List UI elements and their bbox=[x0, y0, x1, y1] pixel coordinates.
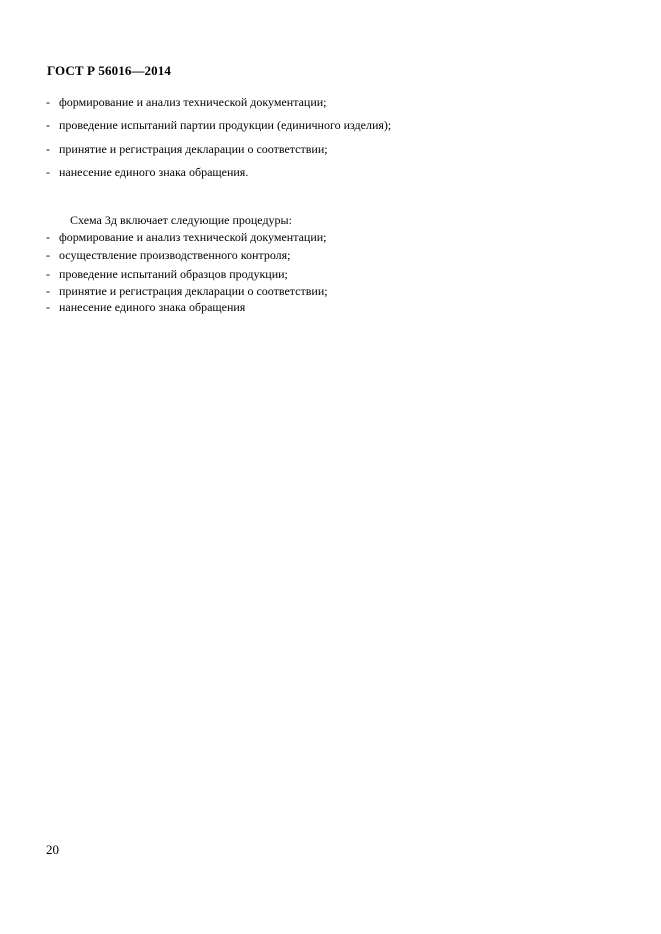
list-item-text: формирование и анализ технической документации; bbox=[59, 230, 327, 244]
list-bullet: - bbox=[46, 248, 50, 263]
list-item-text: принятие и регистрация декларации о соответствии; bbox=[59, 283, 328, 298]
list-bullet: - bbox=[46, 266, 50, 281]
list-item-text: проведение испытаний образцов продукции; bbox=[59, 266, 288, 281]
list-item bbox=[46, 165, 391, 188]
list-item-text: формирование и анализ технической документации; bbox=[59, 95, 327, 109]
list-item bbox=[46, 267, 328, 284]
list-item bbox=[46, 142, 391, 165]
list-bullet: - bbox=[46, 141, 50, 156]
list-item-text: нанесение единого знака обращения bbox=[59, 300, 246, 315]
list-item-text: принятие и регистрация декларации о соответствии; bbox=[59, 141, 328, 156]
page-number: 20 bbox=[46, 842, 59, 857]
list-item bbox=[46, 118, 391, 141]
list-item bbox=[46, 230, 328, 248]
document-header-title: ГОСТ Р 56016—2014 bbox=[47, 63, 171, 78]
list-item-text: нанесение единого знака обращения. bbox=[59, 165, 249, 180]
scheme-3d-intro: Схема 3д включает следующие процедуры: bbox=[70, 213, 292, 227]
list-bullet: - bbox=[46, 95, 50, 109]
list-item bbox=[46, 95, 391, 118]
list-item bbox=[46, 300, 328, 317]
list-bullet: - bbox=[46, 283, 50, 298]
list-bullet: - bbox=[46, 230, 50, 244]
list-item-text: осуществление производственного контроля; bbox=[59, 248, 291, 263]
list-bullet: - bbox=[46, 165, 50, 180]
list-bullet: - bbox=[46, 118, 50, 133]
list-item bbox=[46, 284, 328, 301]
procedure-list-scheme-3d bbox=[46, 230, 328, 317]
list-item-text: проведение испытаний партии продукции (единичного изделия); bbox=[59, 118, 392, 133]
procedure-list-previous-scheme bbox=[46, 95, 391, 189]
list-item bbox=[46, 248, 328, 266]
list-bullet: - bbox=[46, 300, 50, 315]
